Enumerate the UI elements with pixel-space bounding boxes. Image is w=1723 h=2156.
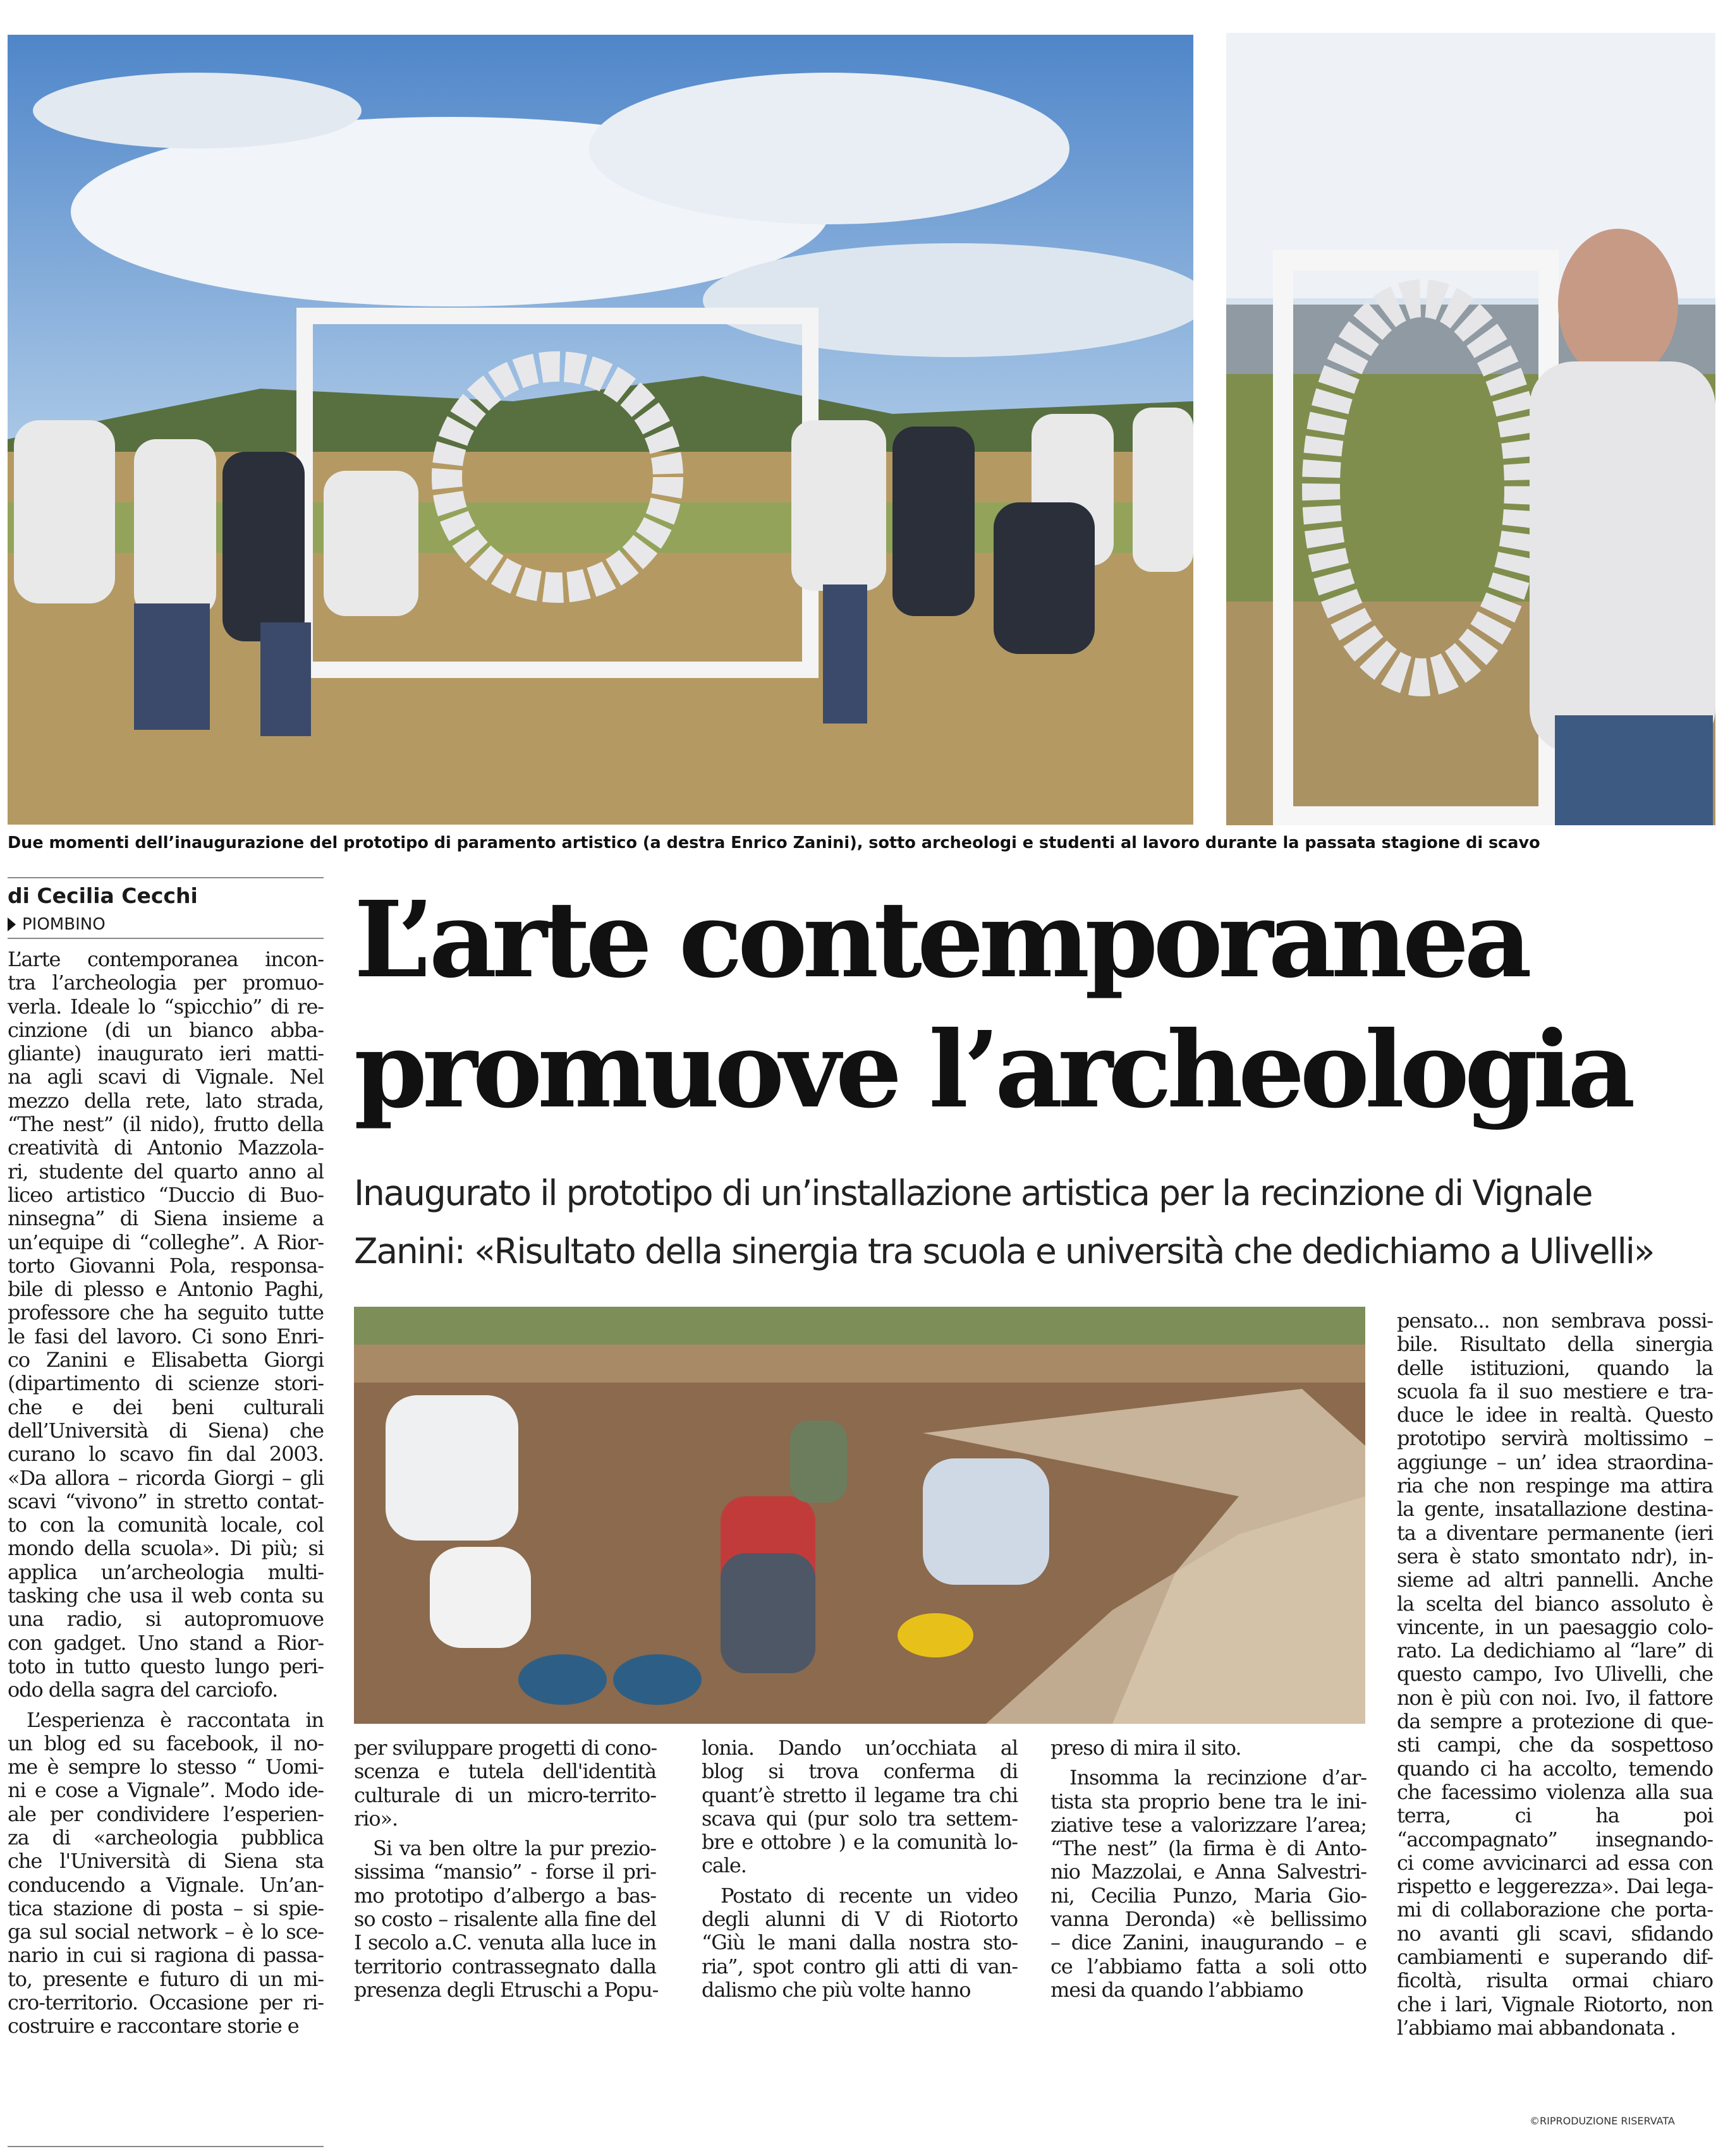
body-text-line: da sempre a protezione di que- bbox=[1397, 1709, 1713, 1734]
body-text-line: to con la comunità locale, col bbox=[8, 1513, 324, 1537]
subheadline-line-2: Zanini: «Risultato della sinergia tra scuola e università che dedichiamo a Ulivelli» bbox=[354, 1231, 1654, 1271]
body-text-line: ga sul social network – è lo sce- bbox=[8, 1920, 324, 1944]
body-text-line: cinzione (di un bianco abba- bbox=[8, 1017, 324, 1042]
dateline-rule bbox=[8, 938, 324, 939]
body-text-line: conducendo a Vignale. Un’an- bbox=[8, 1872, 324, 1897]
body-text-line: non è più con noi. Ivo, il fattore bbox=[1397, 1685, 1713, 1710]
body-text-line: cro-territorio. Occasione per ri- bbox=[8, 1990, 324, 2015]
body-text-line: no avanti gli scavi, sfidando bbox=[1397, 1921, 1713, 1946]
body-text-line: sieme ad altri pannelli. Anche bbox=[1397, 1568, 1713, 1592]
subheadline-line-1: Inaugurato il prototipo di un’installazione artistica per la recinzione di Vignale bbox=[354, 1173, 1592, 1213]
body-text-line: tica stazione di posta – si spie- bbox=[8, 1896, 324, 1920]
body-text-line: sissima “mansio” - forse il pri- bbox=[354, 1860, 656, 1884]
body-text-line: ziative tese a valorizzare l’area; bbox=[1050, 1812, 1367, 1837]
body-text-line: una radio, si autopromuove bbox=[8, 1607, 324, 1632]
headline-line-2: promuove l’archeologia bbox=[354, 1008, 1631, 1132]
dateline bbox=[8, 914, 106, 935]
body-text-line: odo della sagra del carciofo. bbox=[8, 1678, 278, 1702]
body-text-line: scava qui (pur solo tra settem- bbox=[702, 1806, 1018, 1831]
body-text-line: scenza e tutela dell'identità bbox=[354, 1759, 656, 1784]
body-text-line: sti campi, che da sospettoso bbox=[1397, 1733, 1713, 1757]
body-text-line: ri, studente del quarto anno al bbox=[8, 1159, 324, 1184]
body-text-line: aggiunge – un’ idea straordina- bbox=[1397, 1450, 1713, 1474]
body-text-line: bile di plesso e Antonio Paghi, bbox=[8, 1277, 324, 1302]
body-text-line: (dipartimento di scienze stori- bbox=[8, 1371, 324, 1396]
body-text-line: che l'Università di Siena sta bbox=[8, 1849, 324, 1874]
body-text-line: territorio contrassegnato dalla bbox=[354, 1954, 656, 1978]
body-text-line: ninsegna” di Siena insieme a bbox=[8, 1206, 324, 1231]
body-column-3 bbox=[702, 1736, 1018, 2002]
body-text-line: nario in cui si ragiona di passa- bbox=[8, 1943, 324, 1968]
body-text-line: preso di mira il sito. bbox=[1050, 1736, 1241, 1760]
body-text-line: gliante) inaugurato ieri matti- bbox=[8, 1041, 324, 1066]
body-column-5 bbox=[1397, 1309, 1713, 2040]
body-text-line: “The nest” (il nido), frutto della bbox=[8, 1112, 324, 1137]
body-text-line: “accompagnato” insegnando- bbox=[1397, 1827, 1713, 1851]
body-text-line: mezzo della rete, lato strada, bbox=[8, 1088, 324, 1113]
body-text-line: mesi da quando l’abbiamo bbox=[1050, 1977, 1303, 2002]
headline-line-1: L’arte contemporanea bbox=[354, 878, 1527, 1002]
body-text-line: Postato di recente un video bbox=[721, 1883, 1018, 1908]
body-text-line: nio Mazzolai, e Anna Salvestri- bbox=[1050, 1860, 1367, 1884]
body-text-line: applica un’archeologia multi- bbox=[8, 1559, 324, 1584]
body-text-line: me è sempre lo stesso “ Uomi- bbox=[8, 1755, 324, 1779]
body-text-line: duce le idee in realtà. Questo bbox=[1397, 1403, 1713, 1427]
body-text-line: tra l’archeologia per promuo- bbox=[8, 971, 324, 995]
dateline-triangle-icon bbox=[8, 918, 16, 931]
body-text-line: pensato... non sembrava possi- bbox=[1397, 1309, 1713, 1333]
body-text-line: ci come avvicinarci ad essa con bbox=[1397, 1850, 1713, 1875]
body-text-line: dell’Università di Siena) che bbox=[8, 1418, 324, 1443]
body-text-line: professore che ha seguito tutte bbox=[8, 1300, 324, 1325]
subheadline bbox=[354, 1164, 1653, 1280]
body-text-line: rispetto e leggerezza». Dai lega- bbox=[1397, 1874, 1713, 1899]
body-text-line: torto Giovanni Pola, responsa- bbox=[8, 1253, 324, 1278]
photo-caption: Due momenti dell’inaugurazione del prototipo di paramento artistico (a destra Enrico Zanini), sotto archeologi e studenti al lavoro durante la passata stagione di scavo bbox=[8, 833, 1540, 852]
body-text-line: quant’è stretto il legame tra chi bbox=[702, 1783, 1018, 1807]
body-text-line: bile. Risultato della sinergia bbox=[1397, 1332, 1713, 1357]
body-text-line: dalismo che più volte hanno bbox=[702, 1977, 971, 2002]
body-text-line: L’arte contemporanea incon- bbox=[8, 947, 324, 971]
body-column-4 bbox=[1050, 1736, 1367, 2002]
body-text-line: I secolo a.C. venuta alla luce in bbox=[354, 1930, 656, 1955]
body-text-line: – dice Zanini, inaugurando – e bbox=[1050, 1930, 1367, 1955]
body-text-line: per sviluppare progetti di cono- bbox=[354, 1736, 657, 1760]
body-text-line: mondo della scuola». Di più; si bbox=[8, 1536, 324, 1561]
body-text-line: vanna Deronda) «è bellissimo bbox=[1050, 1907, 1367, 1932]
body-text-line: questo campo, Ivo Ulivelli, che bbox=[1397, 1662, 1713, 1687]
body-text-line: verla. Ideale lo “spicchio” di re- bbox=[8, 994, 324, 1019]
body-text-line: co Zanini e Elisabetta Giorgi bbox=[8, 1348, 324, 1372]
body-text-line: ficoltà, risulta ormai chiaro bbox=[1397, 1968, 1713, 1993]
body-text-line: «Da allora – ricorda Giorgi – gli bbox=[8, 1465, 324, 1490]
body-text-line: scavi “vivono” in stretto contat- bbox=[8, 1489, 324, 1513]
author-byline: di Cecilia Cecchi bbox=[8, 883, 198, 908]
body-text-line: “Giù le mani dalla nostra sto- bbox=[702, 1930, 1018, 1955]
body-text-line: costruire e raccontare storie e bbox=[8, 2014, 299, 2038]
body-text-line: so costo – risalente alla fine del bbox=[354, 1907, 656, 1932]
body-text-line: che i lari, Vignale Riotorto, non bbox=[1397, 1992, 1713, 2016]
body-text-line: le fasi del lavoro. Ci sono Enri- bbox=[8, 1324, 324, 1348]
body-text-line: ce l’abbiamo fatta a soli otto bbox=[1050, 1954, 1367, 1978]
body-text-line: ni e cose a Vignale”. Modo ide- bbox=[8, 1778, 324, 1803]
body-text-line: lonia. Dando un’occhiata al bbox=[702, 1736, 1018, 1760]
body-text-line: scuola fa il suo mestiere e tra- bbox=[1397, 1379, 1713, 1403]
body-text-line: culturale di un micro-territo- bbox=[354, 1783, 656, 1807]
body-text-line: mi di collaborazione che porta- bbox=[1397, 1898, 1713, 1922]
body-text-line: na agli scavi di Vignale. Nel bbox=[8, 1065, 324, 1089]
body-text-line: che facessimo violenza alla sua bbox=[1397, 1779, 1713, 1804]
body-text-line: liceo artistico “Duccio di Buo- bbox=[8, 1182, 324, 1207]
body-text-line: degli alunni di V di Riotorto bbox=[702, 1907, 1018, 1932]
photo-excavation bbox=[354, 1307, 1365, 1724]
bottom-rule bbox=[8, 2146, 324, 2147]
body-text-line: ta a diventare permanente (ieri bbox=[1397, 1520, 1713, 1545]
body-text-line: curano lo scavo fin dal 2003. bbox=[8, 1442, 324, 1467]
body-text-line: bre e ottobre ) e la comunità lo- bbox=[702, 1830, 1018, 1855]
body-text-line: con gadget. Uno stand a Rior- bbox=[8, 1630, 324, 1655]
body-text-line: prototipo servirà moltissimo – bbox=[1397, 1426, 1713, 1451]
body-text-line: rato. La dedichiamo al “lare” di bbox=[1397, 1638, 1713, 1663]
body-text-line: “The nest” (la firma è di Anto- bbox=[1050, 1836, 1367, 1861]
body-text-line: za di «archeologia pubblica bbox=[8, 1825, 324, 1850]
body-text-line: mo prototipo d’albergo a bas- bbox=[354, 1883, 656, 1908]
photo-inauguration-group bbox=[8, 35, 1193, 825]
body-text-line: Si va ben oltre la pur prezio- bbox=[373, 1836, 656, 1861]
body-text-line: terra, ci ha poi bbox=[1397, 1803, 1713, 1828]
body-text-line: creatività di Antonio Mazzola- bbox=[8, 1136, 324, 1160]
body-text-line: ale per condividere l’esperien- bbox=[8, 1802, 324, 1826]
byline-rule bbox=[8, 877, 324, 878]
body-text-line: ni, Cecilia Punzo, Maria Gio- bbox=[1050, 1883, 1367, 1908]
body-column-2 bbox=[354, 1736, 659, 2002]
body-text-line: cale. bbox=[702, 1853, 746, 1878]
body-text-line: la gente, insatallazione destina- bbox=[1397, 1497, 1713, 1522]
body-text-line: ria che non respinge ma attira bbox=[1397, 1474, 1713, 1498]
dateline-city: PIOMBINO bbox=[22, 915, 106, 934]
photo-enrico-zanini bbox=[1226, 33, 1715, 825]
body-text-line: tista sta proprio bene tra le ini- bbox=[1050, 1789, 1367, 1814]
body-text-line: Insomma la recinzione d’ar- bbox=[1069, 1765, 1367, 1790]
body-text-line: la scelta del bianco assoluto è bbox=[1397, 1591, 1713, 1616]
body-text-line: L’esperienza è raccontata in bbox=[27, 1707, 324, 1732]
headline bbox=[354, 875, 1631, 1136]
body-text-line: che e dei beni culturali bbox=[8, 1395, 324, 1419]
copyright-notice: ©RIPRODUZIONE RISERVATA bbox=[1530, 2115, 1675, 2127]
body-text-line: delle istituzioni, quando la bbox=[1397, 1355, 1713, 1380]
body-text-line: sera è stato smontato ndr), in- bbox=[1397, 1544, 1713, 1568]
body-text-line: to, presente e futuro di un mi- bbox=[8, 1966, 324, 1991]
body-text-line: l’abbiamo mai abbandonata . bbox=[1397, 2015, 1676, 2040]
body-text-line: quando ci ha accolto, temendo bbox=[1397, 1756, 1713, 1781]
body-text-line: vincente, in un paesaggio colo- bbox=[1397, 1614, 1713, 1639]
body-text-line: tasking che usa il web conta su bbox=[8, 1584, 324, 1608]
body-text-line: rio». bbox=[354, 1806, 398, 1831]
body-column-1 bbox=[8, 948, 324, 2038]
body-text-line: toto in tutto questo lungo peri- bbox=[8, 1654, 324, 1678]
body-text-line: presenza degli Etruschi a Popu- bbox=[354, 1977, 659, 2002]
body-text-line: cambiamenti e superando dif- bbox=[1397, 1945, 1713, 1970]
body-text-line: ria”, spot contro gli atti di van- bbox=[702, 1954, 1018, 1978]
body-text-line: un blog ed su facebook, il no- bbox=[8, 1731, 324, 1755]
body-text-line: un’equipe di “colleghe”. A Rior- bbox=[8, 1230, 324, 1254]
body-text-line: blog si trova conferma di bbox=[702, 1759, 1018, 1784]
